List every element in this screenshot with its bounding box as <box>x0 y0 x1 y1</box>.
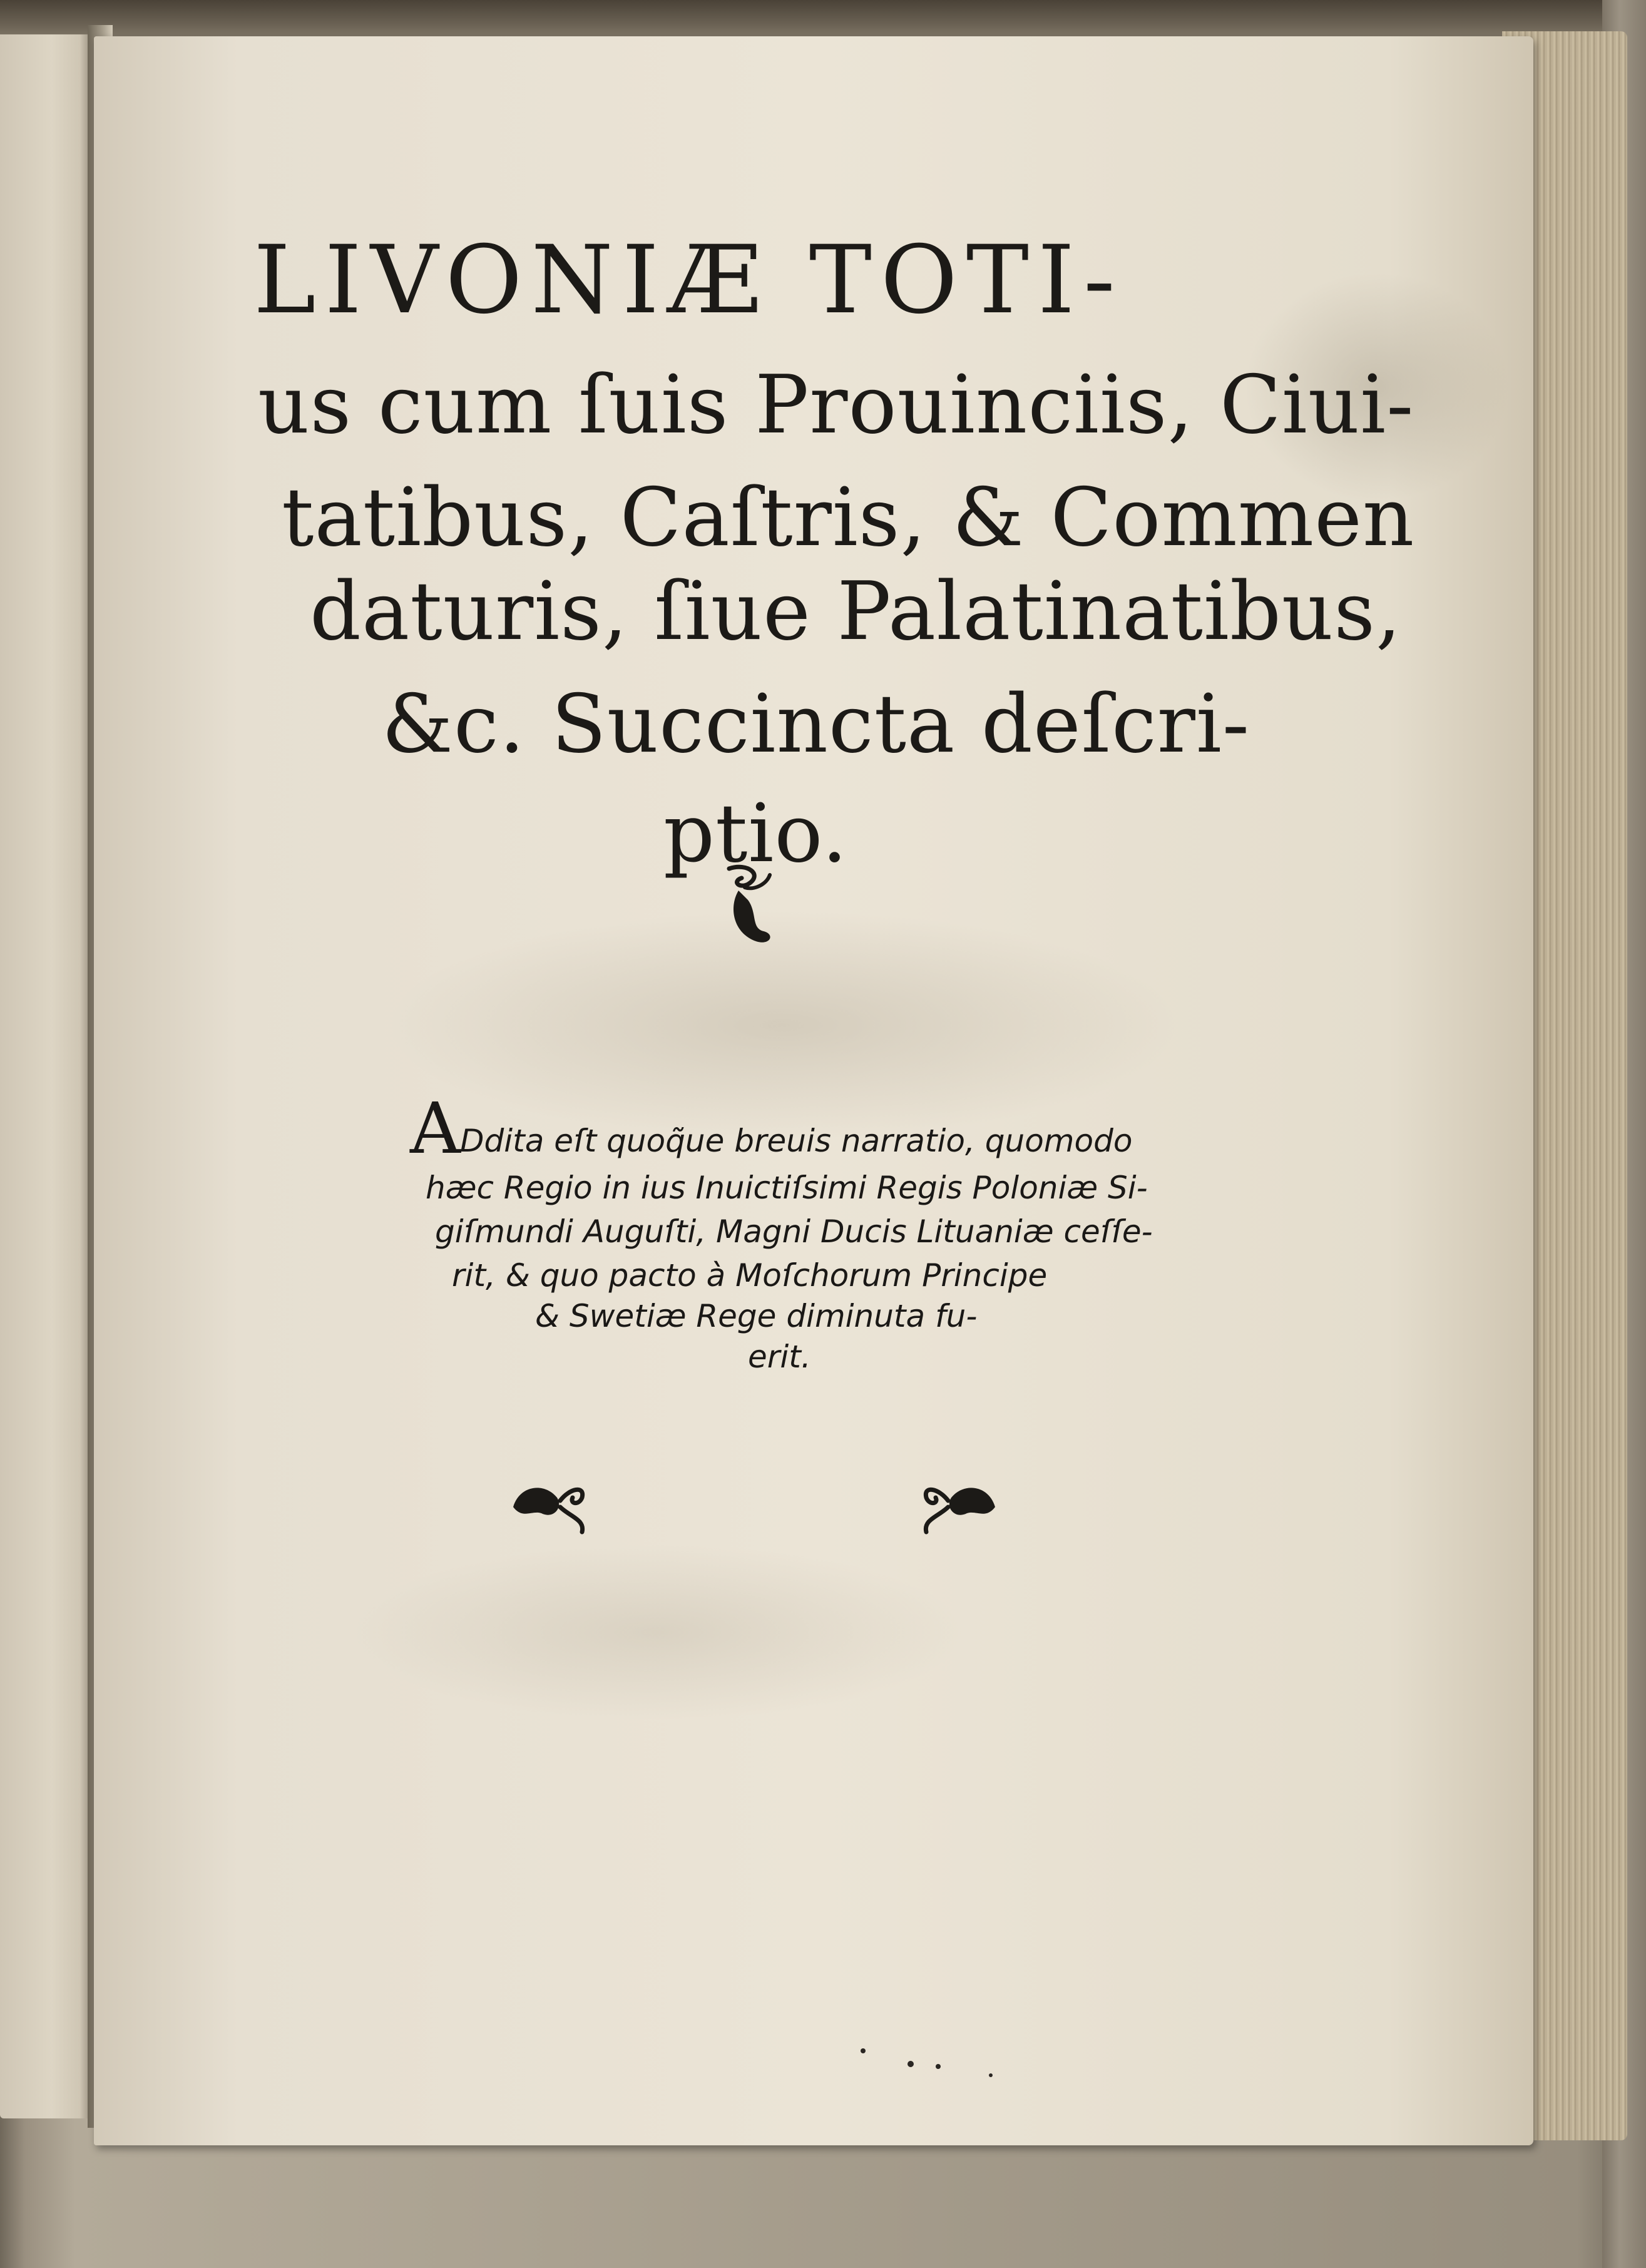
drop-capital: A <box>410 1088 461 1170</box>
leaf-fleuron-icon <box>914 1469 1001 1538</box>
title-line: us cum ſuis Prouinciis, Ciui- <box>258 359 1414 452</box>
verso-page-edge <box>0 34 94 2118</box>
title-line: &c. Succincta deſcri- <box>382 678 1250 771</box>
subtitle-line: Ddita eſt quoq̃ue breuis narratio, quomodo <box>460 1123 1133 1159</box>
ink-speck <box>861 2048 866 2053</box>
leaf-fleuron-icon <box>507 1469 595 1538</box>
title-page <box>94 36 1533 2145</box>
subtitle-line: hæc Regio in ius Inuictiſsimi Regis Poloniæ Si- <box>426 1170 1148 1206</box>
title-line: tatibus, Caſtris, & Commen <box>282 471 1415 564</box>
ink-speck <box>936 2064 941 2069</box>
subtitle-line: rit, & quo pacto à Moſchorum Principe <box>452 1257 1048 1294</box>
title-line: LIVONIÆ TOTI- <box>253 226 1124 335</box>
leaf-fleuron-icon <box>710 862 779 950</box>
subtitle-line: & Swetiæ Rege diminuta fu- <box>535 1298 978 1334</box>
title-line: ptio. <box>663 787 848 881</box>
title-line: daturis, ſiue Palatinatibus, <box>310 565 1402 658</box>
ink-speck <box>907 2061 914 2067</box>
ink-speck <box>989 2073 993 2077</box>
subtitle-line: erit. <box>748 1339 811 1375</box>
subtitle-line: giſmundi Auguſti, Magni Ducis Lituaniæ ceſſe- <box>435 1213 1153 1250</box>
